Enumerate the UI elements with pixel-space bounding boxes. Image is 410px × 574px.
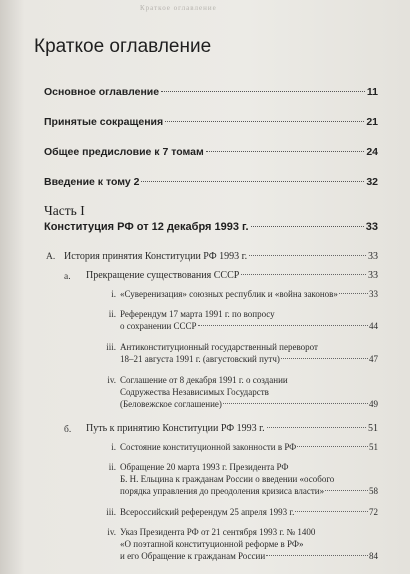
item-page: 58 [369,486,378,496]
toc-item[interactable] [120,374,378,410]
toc-item[interactable] [120,506,378,518]
item-line: Референдум 17 марта 1991 г. по вопросу [120,309,275,319]
item-line: Указ Президента РФ от 21 сентября 1993 г. № 1400 [120,527,316,537]
part-label: Часть I [44,203,85,218]
toc-item[interactable] [120,308,378,332]
leader-dots [267,427,366,428]
item-page: 84 [369,551,378,561]
item-page: 47 [369,354,378,364]
item-number: i. [111,442,116,452]
toc-entry[interactable] [44,86,378,98]
toc-entry[interactable] [44,176,378,188]
item-line: Обращение 20 марта 1993 г. Президента РФ [120,462,289,472]
item-line: Антиконституционный государственный переворот [120,342,318,352]
toc-entry-label: Общее предисловие к 7 томам [44,146,204,158]
item-line: Состояние конституционной законности в РФ [120,442,297,452]
subsection-title: Прекращение существования СССР [86,270,240,281]
toc-entry-label: Введение к тому 2 [44,176,140,188]
item-line: Всероссийский референдум 25 апреля 1993 г. [120,507,295,517]
item-page: 72 [369,507,378,517]
toc-entry-page: 32 [366,176,378,188]
subsection-title: Путь к принятию Конституции РФ 1993 г. [86,423,265,434]
leader-dots [161,91,365,92]
toc-entry-page: 11 [366,86,378,98]
item-page: 44 [369,321,378,331]
item-line: Содружества Независимых Государств [120,387,269,397]
item-number: iii. [106,342,116,352]
item-number: ii. [108,462,116,472]
subsection-entry[interactable] [86,270,378,281]
toc-item[interactable] [120,526,378,562]
running-header: Краткое оглавление [140,4,217,12]
leader-dots [206,151,365,152]
toc-entry-page: 21 [366,116,378,128]
part-page: 33 [365,221,378,233]
item-line: порядка управления до преодоления кризиса власти» [120,486,325,496]
item-page: 49 [369,399,378,409]
leader-dots [241,274,366,275]
leader-dots [165,121,364,122]
toc-entry-label: Основное оглавление [44,86,160,98]
toc-item[interactable] [120,441,378,453]
item-line: «О поэтапной конституционной реформе в РФ» [120,539,304,549]
item-number: ii. [108,309,116,319]
section-entry[interactable] [64,251,378,262]
toc-entry[interactable] [44,146,378,158]
toc-entry-page: 24 [366,146,378,158]
part-title-entry[interactable] [44,221,378,233]
item-page: 33 [369,289,378,299]
leader-dots [297,446,368,447]
section-title: История принятия Конституции РФ 1993 г. [64,251,248,262]
toc-entry-label: Принятые сокращения [44,116,164,128]
toc-entry[interactable] [44,116,378,128]
leader-dots [198,325,368,326]
item-line: (Беловежское соглашение) [120,399,222,409]
item-number: i. [111,289,116,299]
toc-item[interactable] [120,288,378,300]
item-number: iv. [107,527,116,537]
subsection-marker: б. [64,425,72,435]
item-line: Соглашение от 8 декабря 1991 г. о создании [120,375,288,385]
leader-dots [325,490,368,491]
item-page: 51 [369,442,378,452]
subsection-page: 51 [368,423,378,434]
toc-item[interactable] [120,461,378,497]
part-title: Конституция РФ от 12 декабря 1993 г. [44,221,249,233]
item-line: о сохранении СССР [120,321,197,331]
item-line: Б. Н. Ельцина к гражданам России о введении «особого [120,474,335,484]
subsection-marker: а. [64,272,71,282]
item-line: «Суверенизация» союзных республик и «война законов» [120,289,338,299]
leader-dots [223,403,368,404]
item-line: и его Обращение к гражданам России [120,551,266,561]
section-page: 33 [368,251,378,262]
leader-dots [251,226,364,227]
leader-dots [339,293,368,294]
leader-dots [266,555,368,556]
subsection-page: 33 [368,270,378,281]
leader-dots [295,511,368,512]
subsection-entry[interactable] [86,423,378,434]
toc-item[interactable] [120,341,378,365]
item-line: 18–21 августа 1991 г. (августовский путч) [120,354,280,364]
leader-dots [249,255,366,256]
item-number: iv. [107,375,116,385]
item-number: iii. [106,507,116,517]
leader-dots [281,358,368,359]
section-marker: А. [46,252,56,262]
leader-dots [141,181,364,182]
page-title: Краткое оглавление [34,36,212,57]
